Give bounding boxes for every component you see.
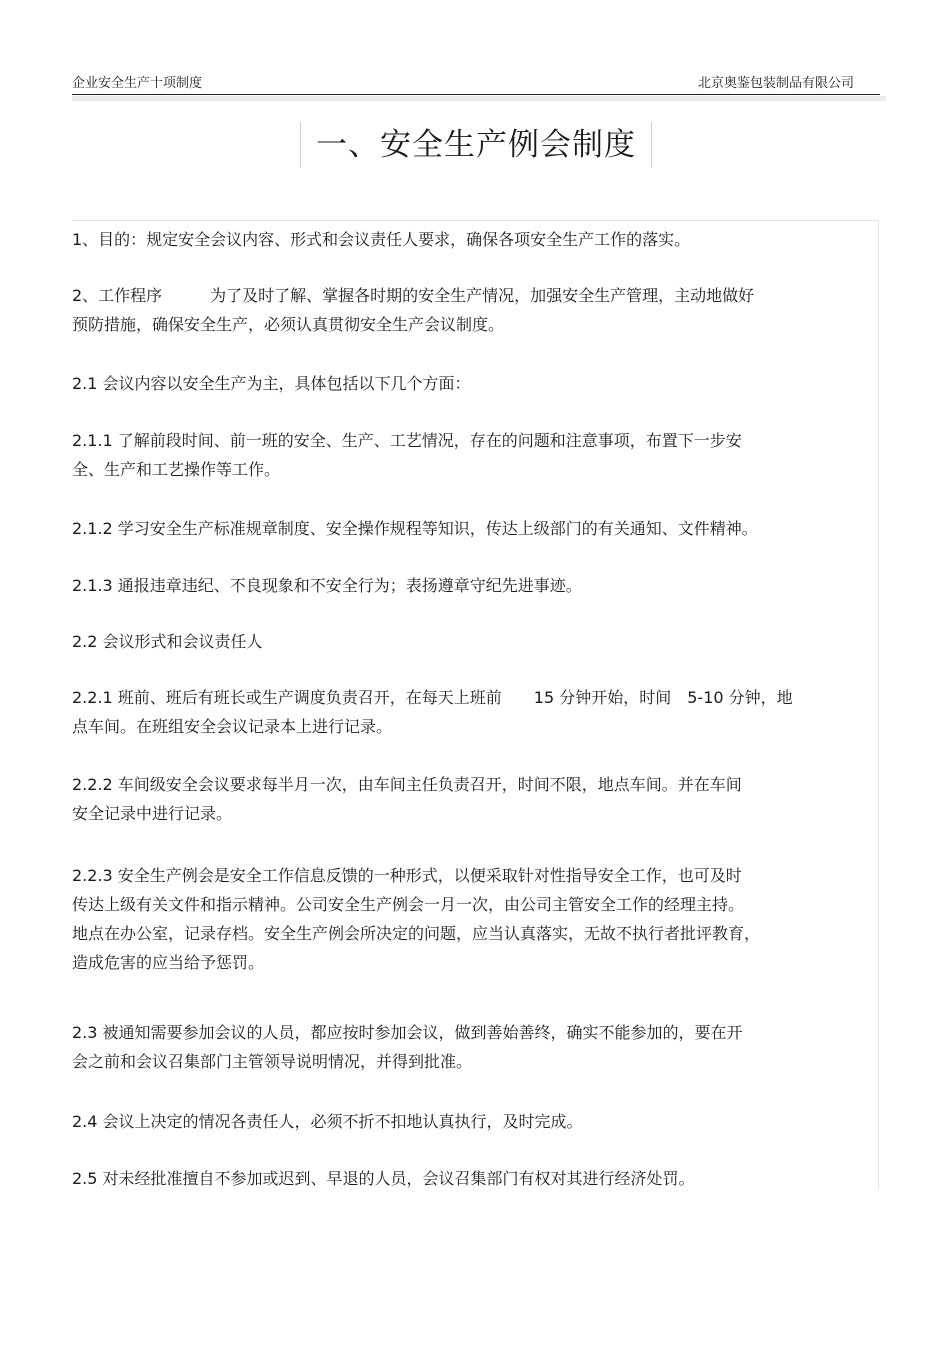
paragraph-line: 2.1.3 通报违章违纪、不良现象和不安全行为；表扬遵章守纪先进事迹。 xyxy=(72,576,582,595)
paragraph-line: 2.2 会议形式和会议责任人 xyxy=(72,632,263,651)
paragraph-line: 2.5 对未经批准擅自不参加或迟到、早退的人员，会议召集部门有权对其进行经济处罚。 xyxy=(72,1169,695,1188)
paragraph-2-2-2 xyxy=(72,770,872,828)
paragraph-line: 传达上级有关文件和指示精神。公司安全生产例会一月一次，由公司主管安全工作的经理主持。 xyxy=(72,895,745,914)
paragraph-2-1-1 xyxy=(72,426,872,484)
paragraph-line: 地点在办公室，记录存档。安全生产例会所决定的问题，应当认真落实，无故不执行者批评教育， xyxy=(72,924,761,943)
paragraph-line: 造成危害的应当给予惩罚。 xyxy=(72,953,265,972)
document-title: 一、安全生产例会制度 xyxy=(316,127,636,163)
paragraph-line: 2.1.2 学习安全生产标准规章制度、安全操作规程等知识，传达上级部门的有关通知、文件精神。 xyxy=(72,519,758,538)
paragraph-line: 2.2.2 车间级安全会议要求每半月一次，由车间主任负责召开，时间不限，地点车间。并在车间 xyxy=(72,775,742,794)
paragraph-line: 2.1 会议内容以安全生产为主，具体包括以下几个方面： xyxy=(72,374,471,393)
paragraph-line: 1、目的：规定安全会议内容、形式和会议责任人要求，确保各项安全生产工作的落实。 xyxy=(72,230,691,249)
paragraph-line: 点车间。在班组安全会议记录本上进行记录。 xyxy=(72,717,393,736)
page-header xyxy=(72,68,880,95)
paragraph-2-1 xyxy=(72,369,872,398)
paragraph-line: 会之前和会议召集部门主管领导说明情况，并得到批准。 xyxy=(72,1052,473,1071)
paragraph-2-2-3 xyxy=(72,861,872,977)
paragraph-line: 2.2.1 班前、班后有班长或生产调度负责召开，在每天上班前 15 分钟开始，时间 5-10 分钟，地 xyxy=(72,688,793,707)
paragraph-purpose xyxy=(72,225,872,254)
document-body xyxy=(72,220,879,1189)
header-right-text: 北京奥鉴包装制品有限公司 xyxy=(697,76,854,91)
paragraph-2-1-2 xyxy=(72,514,872,543)
paragraph-2-3 xyxy=(72,1018,872,1076)
paragraph-line: 2.4 会议上决定的情况各责任人，必须不折不扣地认真执行，及时完成。 xyxy=(72,1112,583,1131)
header-left-text: 企业安全生产十项制度 xyxy=(72,76,203,91)
paragraph-2-4 xyxy=(72,1107,872,1136)
paragraph-line: 2.3 被通知需要参加会议的人员，都应按时参加会议，做到善始善终，确实不能参加的，要在开 xyxy=(72,1023,743,1042)
header-divider-shadow xyxy=(72,96,886,101)
paragraph-line: 安全记录中进行记录。 xyxy=(72,804,233,823)
paragraph-line: 全、生产和工艺操作等工作。 xyxy=(72,460,281,479)
paragraph-line: 2.1.1 了解前段时间、前一班的安全、生产、工艺情况，存在的问题和注意事项，布置下一步安 xyxy=(72,431,742,450)
paragraph-line: 2、工作程序 为了及时了解、掌握各时期的安全生产情况，加强安全生产管理，主动地做好 xyxy=(72,286,755,305)
paragraph-2-2 xyxy=(72,627,872,656)
paragraph-2-1-3 xyxy=(72,571,872,600)
paragraph-2-5 xyxy=(72,1164,872,1193)
document-title-box xyxy=(300,122,652,168)
paragraph-procedure xyxy=(72,281,872,339)
paragraph-2-2-1 xyxy=(72,683,872,741)
paragraph-line: 预防措施，确保安全生产，必须认真贯彻安全生产会议制度。 xyxy=(72,315,505,334)
paragraph-line: 2.2.3 安全生产例会是安全工作信息反馈的一种形式，以便采取针对性指导安全工作，也可及时 xyxy=(72,866,742,885)
